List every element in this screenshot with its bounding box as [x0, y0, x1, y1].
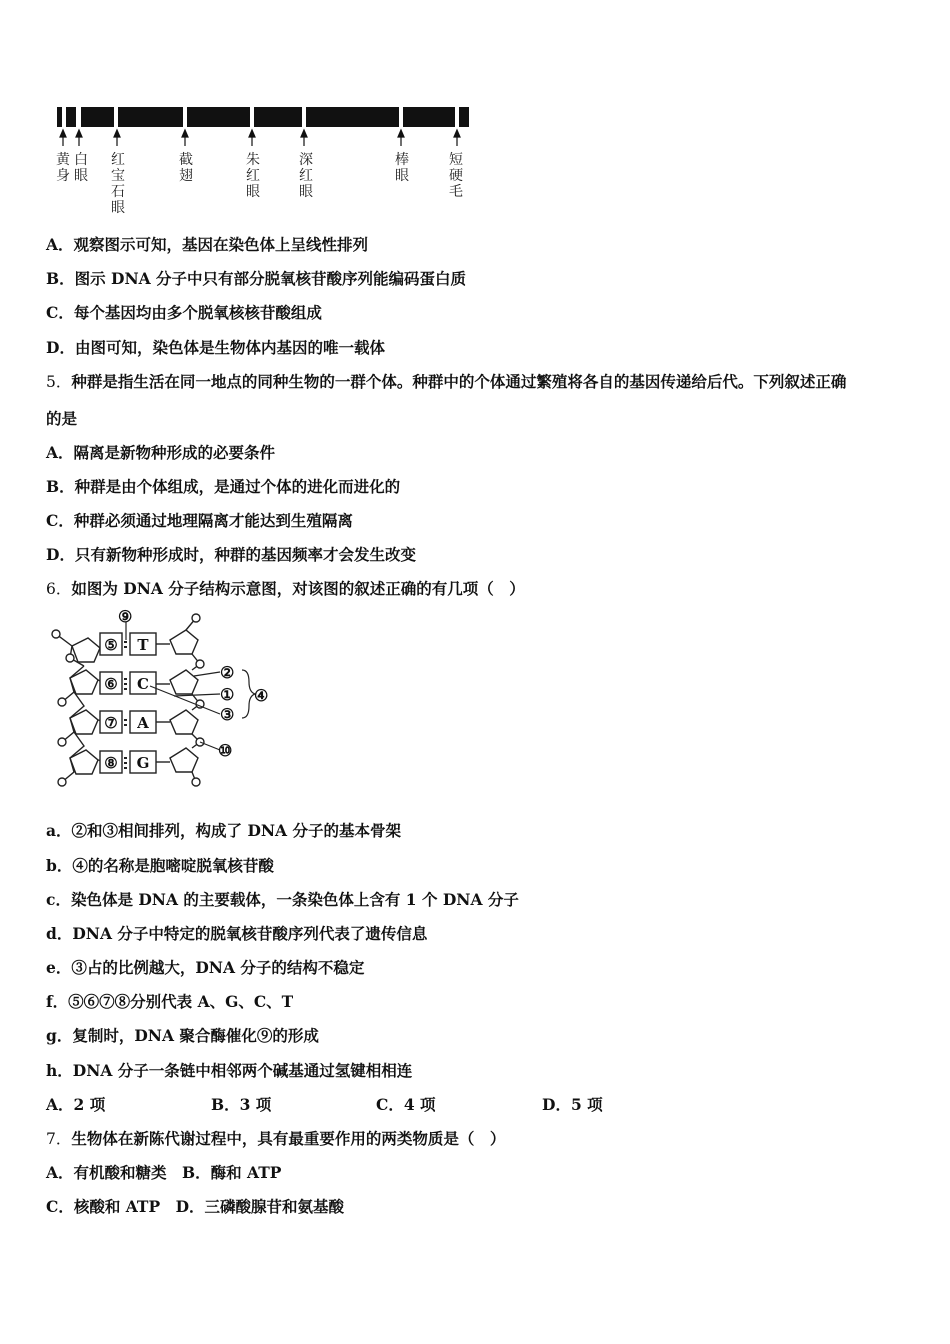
q6-statement-c: c．染色体是 DNA 的主要载体，一条染色体上含有 1 个 DNA 分子	[46, 890, 519, 909]
q7-stem-text: 生物体在新陈代谢过程中，具有最重要作用的两类物质是（ ）	[71, 1129, 506, 1148]
base-label: G	[136, 754, 150, 772]
q6-statement-b: b．④的名称是胞嘧啶脱氧核苷酸	[46, 856, 274, 875]
gene-label: 黄身	[56, 152, 70, 184]
nucleotide-number-label: ⑤	[104, 636, 118, 654]
gene-label: 棒眼	[395, 152, 409, 184]
q4-option-a: A．观察图示可知，基因在染色体上呈线性排列	[46, 235, 369, 254]
q5-stem-line1: 种群是指生活在同一地点的同种生物的一群个体。种群中的个体通过繁殖将各自的基因传递给后代。下列叙述正确	[71, 372, 847, 391]
gene-label: 红宝石眼	[111, 152, 125, 215]
base-label: T	[137, 636, 149, 654]
q6-option-a: A．2 项	[46, 1095, 106, 1114]
nucleotide-number-label: ⑦	[104, 714, 118, 732]
q5-stem	[46, 372, 846, 392]
q7-options-line2: C．核酸和 ATP D．三磷酸腺苷和氨基酸	[46, 1197, 345, 1216]
q6-statement-h: h．DNA 分子一条链中相邻两个碱基通过氢键相相连	[46, 1061, 413, 1080]
q5-option-b: B．种群是由个体组成，是通过个体的进化而进化的	[46, 477, 401, 496]
callout-label: ②	[220, 663, 235, 682]
base-label: C	[137, 675, 149, 693]
q5-stem-line2: 的是	[46, 409, 78, 428]
question-number: 5．	[46, 373, 72, 391]
gene-label: 白眼	[74, 152, 88, 184]
q5-option-d: D．只有新物种形成时，种群的基因频率才会发生改变	[46, 545, 416, 564]
q6-statement-a: a．②和③相间排列，构成了 DNA 分子的基本骨架	[46, 821, 401, 840]
gene-label: 截翅	[179, 152, 193, 184]
callout-label: ③	[220, 705, 235, 724]
q6-option-c: C．4 项	[376, 1095, 436, 1114]
q6-statement-d: d．DNA 分子中特定的脱氧核苷酸序列代表了遗传信息	[46, 924, 428, 943]
q4-option-c: C．每个基因均由多个脱氧核核苷酸组成	[46, 303, 322, 322]
nucleotide-number-label: ⑥	[104, 675, 118, 693]
q6-statement-g: g．复制时，DNA 聚合酶催化⑨的形成	[46, 1026, 319, 1045]
gene-label: 短硬毛	[449, 152, 463, 200]
q7-options-line1: A．有机酸和糖类 B．酶和 ATP	[46, 1163, 282, 1182]
nucleotide-number-label: ⑧	[104, 754, 118, 772]
gene-label: 朱红眼	[246, 152, 260, 200]
callout-label: ⑨	[118, 607, 133, 626]
q6-option-b: B．3 项	[211, 1095, 272, 1114]
q6-options	[46, 1095, 603, 1115]
callout-label: ①	[220, 685, 235, 704]
question-number: 7．	[46, 1130, 72, 1148]
gene-label: 深红眼	[299, 152, 313, 200]
q4-option-d: D．由图可知，染色体是生物体内基因的唯一载体	[46, 338, 385, 357]
q6-option-d: D．5 项	[542, 1095, 603, 1114]
q6-stem-text: 如图为 DNA 分子结构示意图，对该图的叙述正确的有几项（ ）	[71, 579, 525, 598]
gene-arrows	[60, 130, 460, 146]
q4-option-b: B．图示 DNA 分子中只有部分脱氧核苷酸序列能编码蛋白质	[46, 269, 467, 288]
question-number: 6．	[46, 580, 72, 598]
q6-statement-f: f．⑤⑥⑦⑧分别代表 A、G、C、T	[46, 992, 294, 1011]
dna-structure-diagram	[44, 606, 284, 790]
chromosome-gene-map	[50, 100, 480, 215]
chromosome-bar	[57, 107, 469, 127]
base-label: A	[137, 714, 149, 732]
callout-label: ④	[254, 686, 269, 705]
q6-stem	[46, 579, 525, 599]
q5-option-a: A．隔离是新物种形成的必要条件	[46, 443, 276, 462]
q6-statement-e: e．③占的比例越大，DNA 分子的结构不稳定	[46, 958, 365, 977]
q5-option-c: C．种群必须通过地理隔离才能达到生殖隔离	[46, 511, 353, 530]
q7-stem	[46, 1129, 505, 1149]
callout-label: ⑩	[218, 741, 233, 760]
